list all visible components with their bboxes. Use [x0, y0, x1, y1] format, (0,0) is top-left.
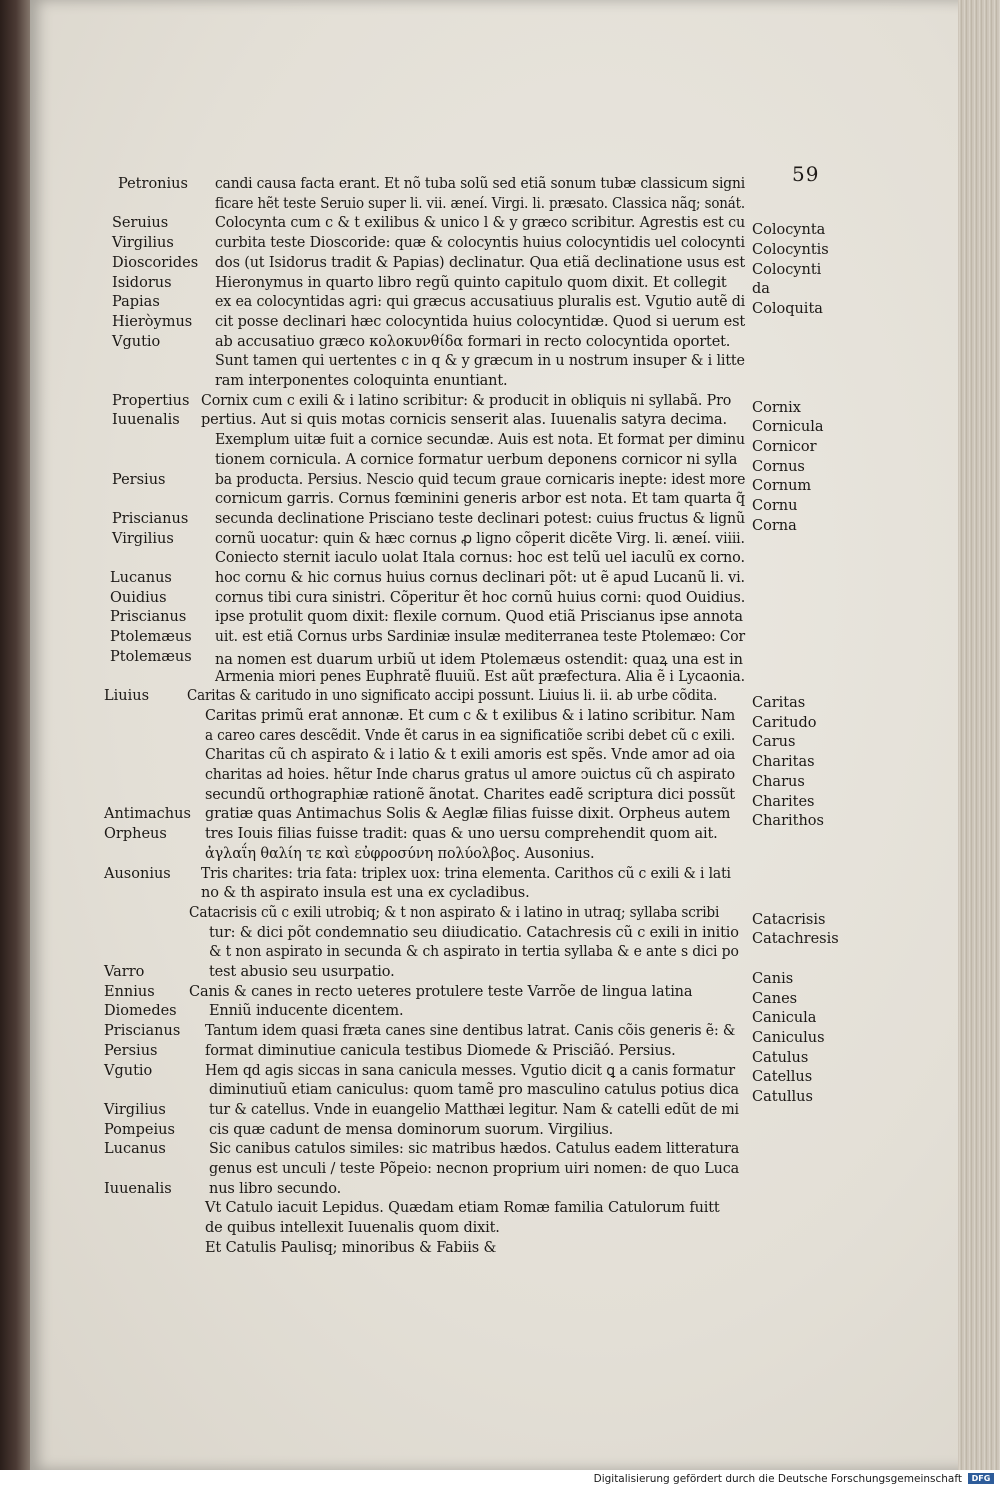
text-line: na nomen est duarum urbiũ ut idem Ptolemæus ostendit: quaꝝ una est in [215, 651, 743, 668]
margin-author: Virgilius [112, 530, 174, 547]
margin-keyword: Caritas [752, 695, 806, 712]
text-line: Enniũ inducente dicentem. [209, 1003, 404, 1020]
text-line: Sic canibus catulos similes: sic matribus hædos. Catulus eadem litteratura [209, 1141, 740, 1158]
text-line: tur: & dici põt condemnatio seu diiudicatio. Catachresis cũ c exili in initio [209, 924, 739, 941]
funding-notice: Digitalisierung gefördert durch die Deutsche Forschungsgemeinschaft [593, 1472, 962, 1485]
text-line: Canis & canes in recto ueteres protulere teste Varrõe de lingua latina [189, 983, 693, 1000]
text-line: ab accusatiuo græco κολοκυνθίδα formari in recto colocyntida oportet. [215, 333, 731, 350]
text-line: Sunt tamen qui uertentes c in q & y græcum in u nostrum insuper & i litte [215, 353, 745, 370]
margin-author: Ausonius [104, 865, 171, 882]
margin-author: Varro [104, 964, 145, 980]
margin-keyword: Charus [752, 773, 805, 790]
text-line: a careo cares descẽdit. Vnde ẽt carus in ea significatiõe scribi debet cũ c exili. [205, 727, 736, 744]
text-line: cornũ uocatur: quin & hæc cornus ꝓ ligno cõperit dicẽte Virg. li. æneí. viiii. [215, 530, 745, 547]
text-line: charitas ad hoies. hẽtur Inde charus gratus ul amore ↄuictus cũ ch aspirato [205, 767, 736, 783]
text-line: Charitas cũ ch aspirato & i latio & t exili amoris est spẽs. Vnde amor ad oia [205, 747, 736, 764]
text-line: Hem qd agis siccas in sana canicula messes. Vgutio dicit ꝗ a canis formatur [205, 1062, 735, 1079]
margin-author: Ennius [104, 983, 155, 1000]
text-line: test abusio seu usurpatio. [209, 964, 395, 980]
margin-keyword: Caniculus [752, 1029, 825, 1046]
margin-author: Ptolemæus [110, 629, 192, 646]
text-line: genus est unculi / teste Põpeio: necnon proprium uiri nomen: de quo Luca [209, 1161, 740, 1177]
margin-author: Propertius [112, 392, 190, 409]
margin-author: Antimachus [104, 806, 191, 823]
text-line: cornicum garris. Cornus fœminini generis arbor est nota. Et tam quarta q̃ [215, 491, 745, 508]
text-line: ficare hẽt teste Seruio super li. vii. æneí. Virgi. li. præsato. Classica nãq; sonát. [215, 195, 746, 212]
text-line: Vt Catulo iacuit Lepidus. Quædam etiam Romæ familia Catulorum fuitt [205, 1200, 720, 1217]
margin-keyword: Corna [752, 517, 797, 534]
margin-keyword: Charites [752, 793, 815, 810]
folio-number: 59 [792, 162, 820, 186]
margin-author: Orpheus [104, 826, 167, 843]
text-line: candi causa facta erant. Et nõ tuba solũ sed etiã sonum tubæ classicum signi [215, 176, 746, 192]
margin-keyword: Caritudo [752, 714, 817, 731]
margin-keyword: Catullus [752, 1089, 813, 1106]
margin-author: Persius [104, 1042, 158, 1059]
text-line: nus libro secundo. [209, 1180, 342, 1197]
text-line: pertius. Aut si quis motas cornicis senserit alas. Iuuenalis satyra decima. [201, 412, 728, 429]
margin-keyword: Colocyntis [752, 241, 829, 258]
text-line: Caritas & caritudo in uno significato accipi possunt. Liuius li. ii. ab urbe cõdita. [187, 688, 718, 705]
text-line: secundũ orthographiæ rationẽ ãnotat. Charites eadẽ scriptura dici possũt [205, 786, 735, 803]
margin-author: Isidorus [112, 274, 172, 291]
text-line: Caritas primũ erat annonæ. Et cum c & t exilibus & i latino scribitur. Nam [205, 707, 736, 724]
margin-author: Vgutio [112, 333, 161, 350]
text-line: tres Iouis filias fuisse tradit: quas & uno uersu comprehendit quom ait. [205, 826, 718, 843]
text-line: secunda declinatione Prisciano teste declinari potest: cuius fructus & lignũ [215, 510, 745, 527]
margin-keyword: Catachresis [752, 931, 839, 948]
margin-author: Virgilius [112, 235, 174, 252]
margin-author: Papias [112, 294, 160, 311]
text-line: Hieronymus in quarto libro regũ quinto capitulo quom dixit. Et collegit [215, 274, 727, 291]
margin-author: Virgilius [104, 1101, 166, 1118]
margin-keyword: Catellus [752, 1069, 813, 1086]
margin-author: Lucanus [104, 1141, 166, 1158]
margin-keyword: Colocynta [752, 222, 826, 239]
margin-author: Ptolemæus [110, 648, 192, 665]
text-line: ἀγλαΐη θαλίη τε καὶ εὐφροσύνη πολύολβος. Ausonius. [205, 845, 595, 862]
margin-author: Priscianus [104, 1023, 181, 1040]
text-line: & t non aspirato in secunda & ch aspirato in tertia syllaba & e ante s dici po [209, 944, 739, 961]
text-line: Tris charites: tria fata: triplex uox: trina elementa. Carithos cũ c exili & i lati [201, 865, 731, 882]
margin-keyword: Coloquita [752, 301, 823, 318]
margin-author: Vgutio [104, 1062, 153, 1079]
margin-keyword: Charitas [752, 754, 815, 771]
text-line: Armenia miori penes Euphratẽ fluuiũ. Est aũt præfectura. Alia ẽ i Lycaonia. [215, 668, 745, 685]
margin-author: Lucanus [110, 570, 172, 586]
text-line: hoc cornu & hic cornus huius cornus declinari põt: ut ẽ apud Lucanũ li. vi. [215, 570, 745, 586]
margin-author: Liuius [104, 688, 150, 705]
text-line: Catacrisis cũ c exili utrobiq; & t non aspirato & i latino in utraq; syllaba scribi [189, 904, 720, 921]
text-line: ipse protulit quom dixit: flexile cornum. Quod etiã Priscianus ipse annota [215, 609, 743, 626]
margin-keyword: Catulus [752, 1049, 809, 1066]
text-line: de quibus intellexit Iuuenalis quom dixit. [205, 1220, 500, 1237]
footer-bar [0, 1470, 1000, 1487]
text-line: tur & catellus. Vnde in euangelio Matthæi legitur. Nam & catelli edũt de mi [209, 1101, 739, 1118]
margin-keyword: Cornicor [752, 438, 817, 455]
text-line: curbita teste Dioscoride: quæ & colocyntis huius colocyntidis uel colocynti [215, 235, 745, 252]
text-line: gratiæ quas Antimachus Solis & Aeglæ filias fuisse dixit. Orpheus autem [205, 806, 731, 823]
margin-keyword: Colocynti [752, 261, 822, 278]
margin-author: Pompeius [104, 1121, 175, 1138]
text-line: Tantum idem quasi fræta canes sine dentibus latrat. Canis cõis generis ẽ: & [205, 1023, 736, 1040]
text-line: dos (ut Isidorus tradit & Papias) declinatur. Qua etiã declinatione usus est [215, 254, 745, 271]
text-line: Colocynta cum c & t exilibus & unico l & y græco scribitur. Agrestis est cu [215, 215, 746, 232]
margin-keyword: Catacrisis [752, 911, 826, 928]
margin-keyword: Canes [752, 990, 798, 1007]
margin-author: Priscianus [110, 609, 187, 626]
margin-author: Iuuenalis [104, 1180, 172, 1197]
text-line: ba producta. Persius. Nescio quid tecum graue cornicaris inepte: idest more [215, 471, 746, 488]
text-line: diminutiuũ etiam caniculus: quom tamẽ pro masculino catulus potius dica [209, 1082, 739, 1099]
margin-keyword: Carus [752, 734, 796, 751]
margin-keyword: Charithos [752, 813, 824, 830]
margin-author: Hieròymus [112, 313, 193, 330]
margin-keyword: Cornix [752, 399, 801, 416]
margin-keyword: Canis [752, 970, 794, 987]
margin-keyword: da [752, 281, 770, 298]
margin-author: Diomedes [104, 1003, 177, 1020]
text-line: ex ea colocyntidas agri: qui græcus accusatiuus pluralis est. Vgutio autẽ di [215, 294, 746, 311]
text-line: tionem cornicula. A cornice formatur uerbum deponens cornicor ni sylla [215, 451, 738, 468]
page-stack-edge [958, 0, 1000, 1470]
margin-author: Iuuenalis [112, 412, 180, 429]
text-line: ram interponentes coloquinta enuntiant. [215, 373, 508, 389]
margin-author: Petronius [118, 176, 188, 192]
text-line: cit posse declinari hæc colocyntida huius colocyntidæ. Quod si uerum est [215, 313, 746, 330]
margin-author: Seruius [112, 215, 169, 232]
text-line: Coniecto sternit iaculo uolat Itala cornus: hoc est telũ uel iaculũ ex corno. [215, 550, 745, 567]
text-line: cis quæ cadunt de mensa dominorum suorum. Virgilius. [209, 1121, 614, 1138]
text-line: Cornix cum c exili & i latino scribitur: & producit in obliquis ni syllabã. Pro [201, 392, 732, 409]
text-line: no & th aspirato insula est una ex cycladibus. [201, 885, 530, 902]
text-line: format diminutiue canicula testibus Diomede & Prisciãó. Persius. [205, 1042, 676, 1059]
margin-keyword: Cornicula [752, 419, 824, 436]
margin-author: Dioscorides [112, 254, 199, 271]
margin-keyword: Cornus [752, 458, 805, 475]
text-line: cornus tibi cura sinistri. Cõperitur ẽt hoc cornũ huius corni: quod Ouidius. [215, 589, 746, 606]
text-line: Et Catulis Paulisq; minoribus & Fabiis & [205, 1239, 497, 1256]
margin-author: Ouidius [110, 589, 167, 606]
margin-keyword: Cornum [752, 478, 812, 495]
margin-author: Persius [112, 471, 166, 488]
margin-author: Priscianus [112, 510, 189, 527]
text-line: uit. est etiã Cornus urbs Sardiniæ insulæ mediterranea teste Ptolemæo: Cor [215, 629, 746, 646]
text-line: Exemplum uitæ fuit a cornice secundæ. Auis est nota. Et format per diminu [215, 432, 745, 449]
margin-keyword: Canicula [752, 1010, 817, 1027]
dfg-logo: DFG [968, 1473, 994, 1484]
margin-keyword: Cornu [752, 498, 798, 515]
